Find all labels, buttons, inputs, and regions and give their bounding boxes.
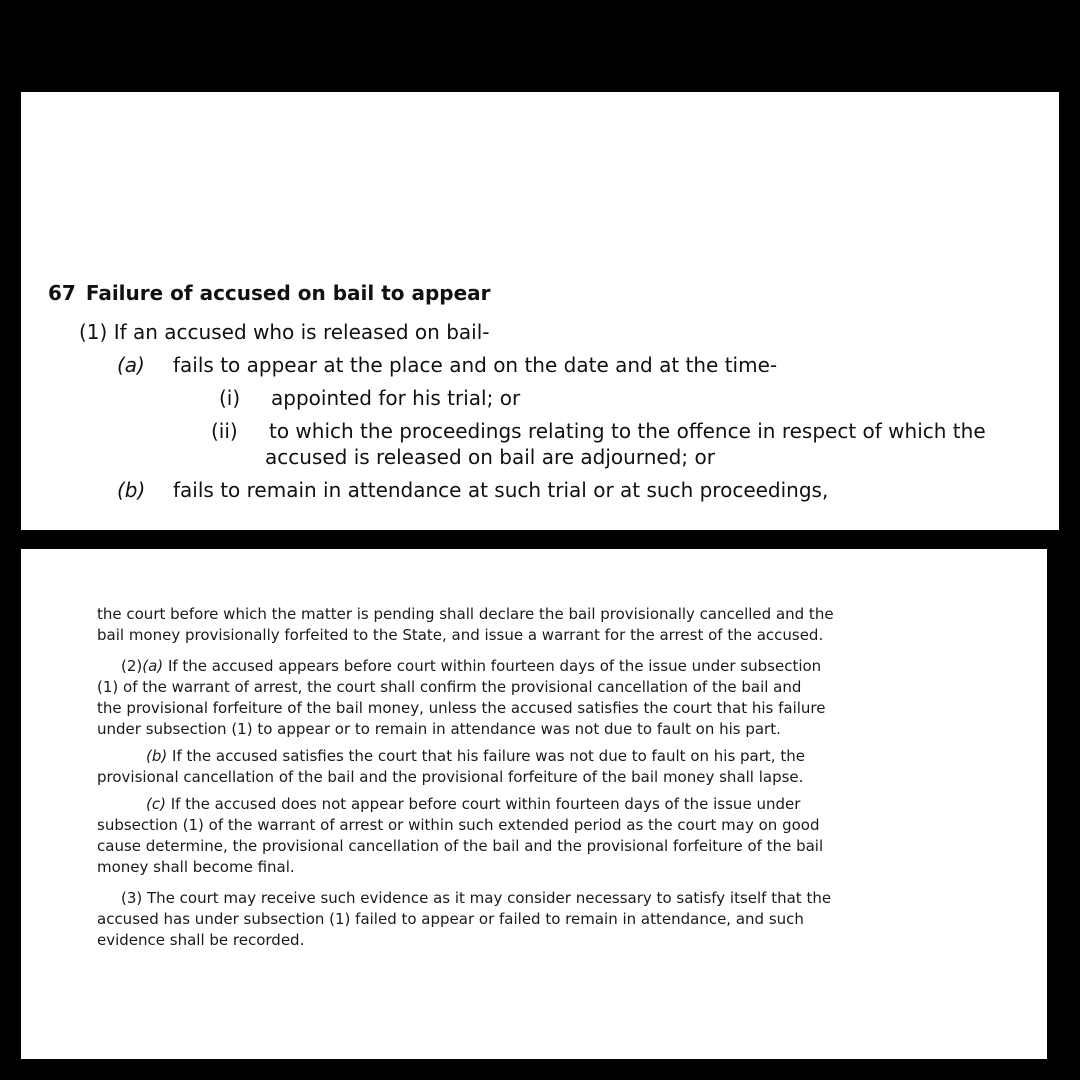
- statute-excerpt-bottom: [21, 549, 1047, 1059]
- subsection-1: [79, 320, 489, 344]
- paragraph-2b-line: provisional cancellation of the bail and the provisional forfeiture of the bail money shall lapse.: [97, 768, 804, 786]
- item-ii: [211, 419, 986, 443]
- item-ii-continuation: accused is released on bail are adjourned; or: [265, 445, 715, 469]
- paragraph-2c-label: (c): [146, 795, 166, 813]
- paragraph-2c-text: If the accused does not appear before court within fourteen days of the issue under: [170, 795, 801, 813]
- paragraph-a-text: fails to appear at the place and on the date and at the time-: [173, 353, 778, 377]
- subsection-2a-text: If the accused appears before court within fourteen days of the issue under subsection: [167, 657, 822, 675]
- paragraph-a-label: (a): [117, 353, 145, 377]
- subsection-3-first-line: (3) The court may receive such evidence as it may consider necessary to satisfy itself that the: [121, 889, 832, 907]
- paragraph-2c-line: cause determine, the provisional cancellation of the bail and the provisional forfeiture of the bail: [97, 837, 824, 855]
- paragraph-2c-line: money shall become final.: [97, 858, 295, 876]
- item-i-label: (i): [219, 386, 241, 410]
- section-number: 67: [48, 281, 76, 305]
- subsection-1-label: (1): [79, 320, 108, 344]
- paragraph-b: [117, 478, 828, 502]
- section-title: Failure of accused on bail to appear: [85, 281, 491, 305]
- section-heading: [48, 281, 491, 305]
- subsection-2a-first-line: [121, 656, 821, 676]
- subsection-2-label: (2): [121, 657, 143, 675]
- paragraph-2b-label: (b): [146, 747, 168, 765]
- item-i-text: appointed for his trial; or: [271, 386, 521, 410]
- item-ii-label: (ii): [211, 419, 238, 443]
- item-i: [219, 386, 520, 410]
- subsection-3-line: accused has under subsection (1) failed to appear or failed to remain in attendance, and such: [97, 910, 804, 928]
- item-ii-text-line1: to which the proceedings relating to the offence in respect of which the: [269, 419, 986, 443]
- paragraph-2b-first-line: [146, 746, 805, 766]
- subsection-2a-line: under subsection (1) to appear or to remain in attendance was not due to fault on his part.: [97, 720, 781, 738]
- paragraph-a: [117, 353, 777, 377]
- subsection-2a-line: the provisional forfeiture of the bail money, unless the accused satisfies the court that his failure: [97, 699, 826, 717]
- subsection-3-line: evidence shall be recorded.: [97, 931, 305, 949]
- statute-excerpt-top: [21, 92, 1059, 530]
- continuation-line: the court before which the matter is pending shall declare the bail provisionally cancelled and the: [97, 605, 834, 623]
- paragraph-2b-text: If the accused satisfies the court that his failure was not due to fault on his part, the: [172, 747, 805, 765]
- continuation-line: bail money provisionally forfeited to the State, and issue a warrant for the arrest of the accused.: [97, 626, 824, 644]
- paragraph-2c-first-line: [146, 794, 800, 814]
- paragraph-b-label: (b): [117, 478, 146, 502]
- paragraph-2a-label: (a): [142, 657, 164, 675]
- subsection-1-text: If an accused who is released on bail-: [113, 320, 490, 344]
- paragraph-b-text: fails to remain in attendance at such trial or at such proceedings,: [173, 478, 829, 502]
- subsection-2a-line: (1) of the warrant of arrest, the court shall confirm the provisional cancellation of the bail and: [97, 678, 802, 696]
- paragraph-2c-line: subsection (1) of the warrant of arrest or within such extended period as the court may on good: [97, 816, 820, 834]
